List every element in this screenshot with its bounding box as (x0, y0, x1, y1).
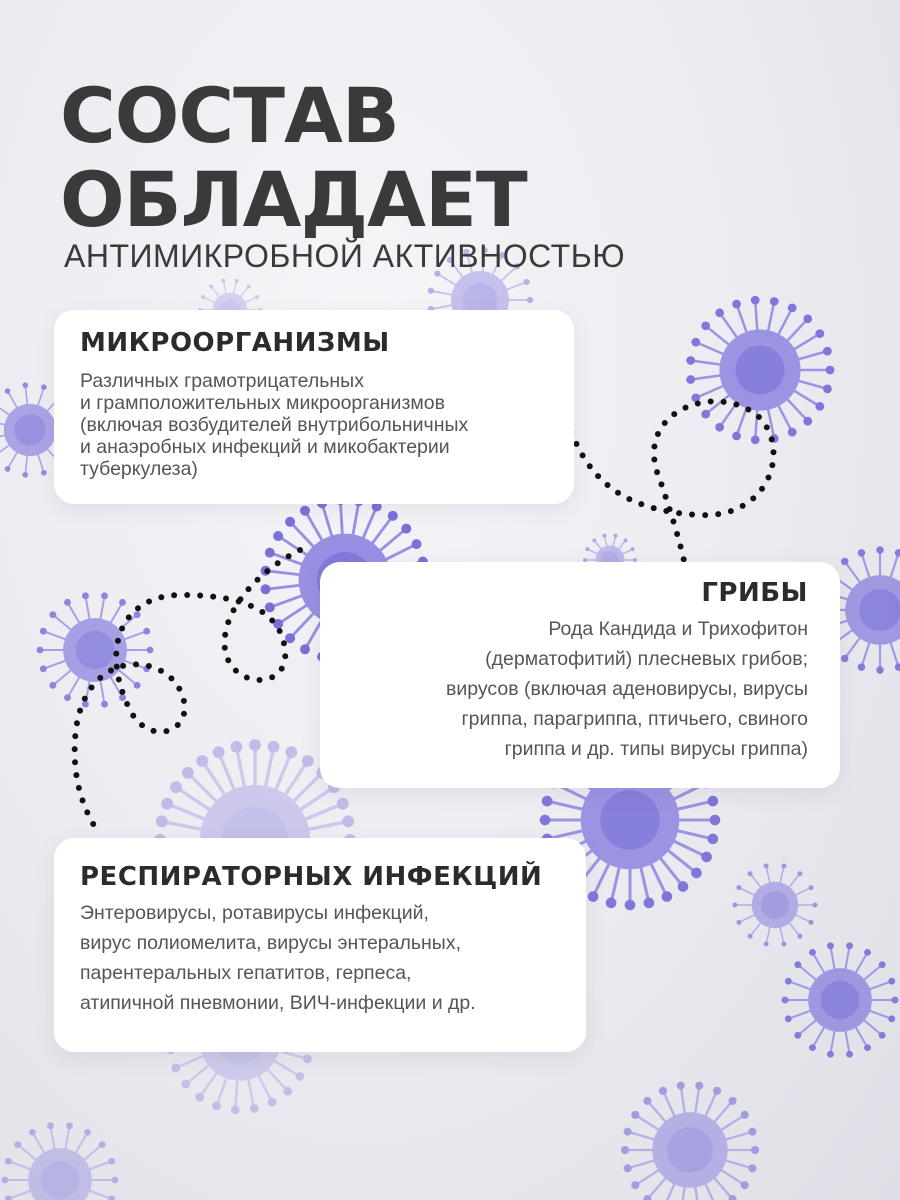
microorganisms-card (54, 310, 574, 504)
virus-particle-icon (686, 296, 834, 444)
page-title-line-1: СОСТАВ (60, 71, 399, 160)
fungi-line: Рода Кандида и Трихофитон (548, 618, 808, 640)
fungi-line: гриппа и др. типы вирусы гриппа) (504, 738, 808, 760)
microorganisms-line: и грамположительных микроорганизмов (80, 392, 446, 414)
microorganisms-line: (включая возбудителей внутрибольничных (80, 414, 469, 436)
respiratory-line: парентеральных гепатитов, герпеса, (80, 962, 412, 984)
virus-particle-icon (37, 592, 154, 707)
respiratory-line: Энтеровирусы, ротавирусы инфекций, (80, 902, 429, 924)
virus-particle-icon (733, 864, 818, 947)
virus-particle-icon (2, 1122, 119, 1200)
fungi-line: (дерматофитий) плесневых грибов; (485, 648, 808, 670)
respiratory-title: РЕСПИРАТОРНЫХ ИНФЕКЦИЙ (80, 862, 543, 892)
fungi-line: вирусов (включая аденовирусы, вирусы (445, 678, 808, 700)
virus-particle-icon (621, 1082, 759, 1200)
respiratory-text (80, 898, 560, 1018)
microorganisms-line: Различных грамотрицательных (80, 370, 364, 392)
respiratory-line: атипичной пневмонии, ВИЧ-инфекции и др. (80, 992, 476, 1014)
page-subtitle: АНТИМИКРОБНОЙ АКТИВНОСТЬЮ (64, 238, 626, 274)
microorganisms-line: и анаэробных инфекций и микобактерии (80, 436, 450, 458)
fungi-title: ГРИБЫ (701, 578, 808, 608)
microorganisms-line: туберкулеза) (80, 458, 198, 480)
fungi-text (352, 614, 808, 764)
fungi-card (320, 562, 840, 788)
respiratory-line: вирус полиомелита, вирусы энтеральных, (80, 932, 461, 954)
page-title-line-2: ОБЛАДАЕТ (60, 155, 527, 244)
microorganisms-title: МИКРООРГАНИЗМЫ (80, 328, 390, 358)
fungi-line: гриппа, парагриппа, птичьего, свиного (461, 708, 808, 730)
virus-particle-icon (782, 942, 899, 1057)
microorganisms-text (80, 370, 548, 480)
respiratory-card (54, 838, 586, 1052)
